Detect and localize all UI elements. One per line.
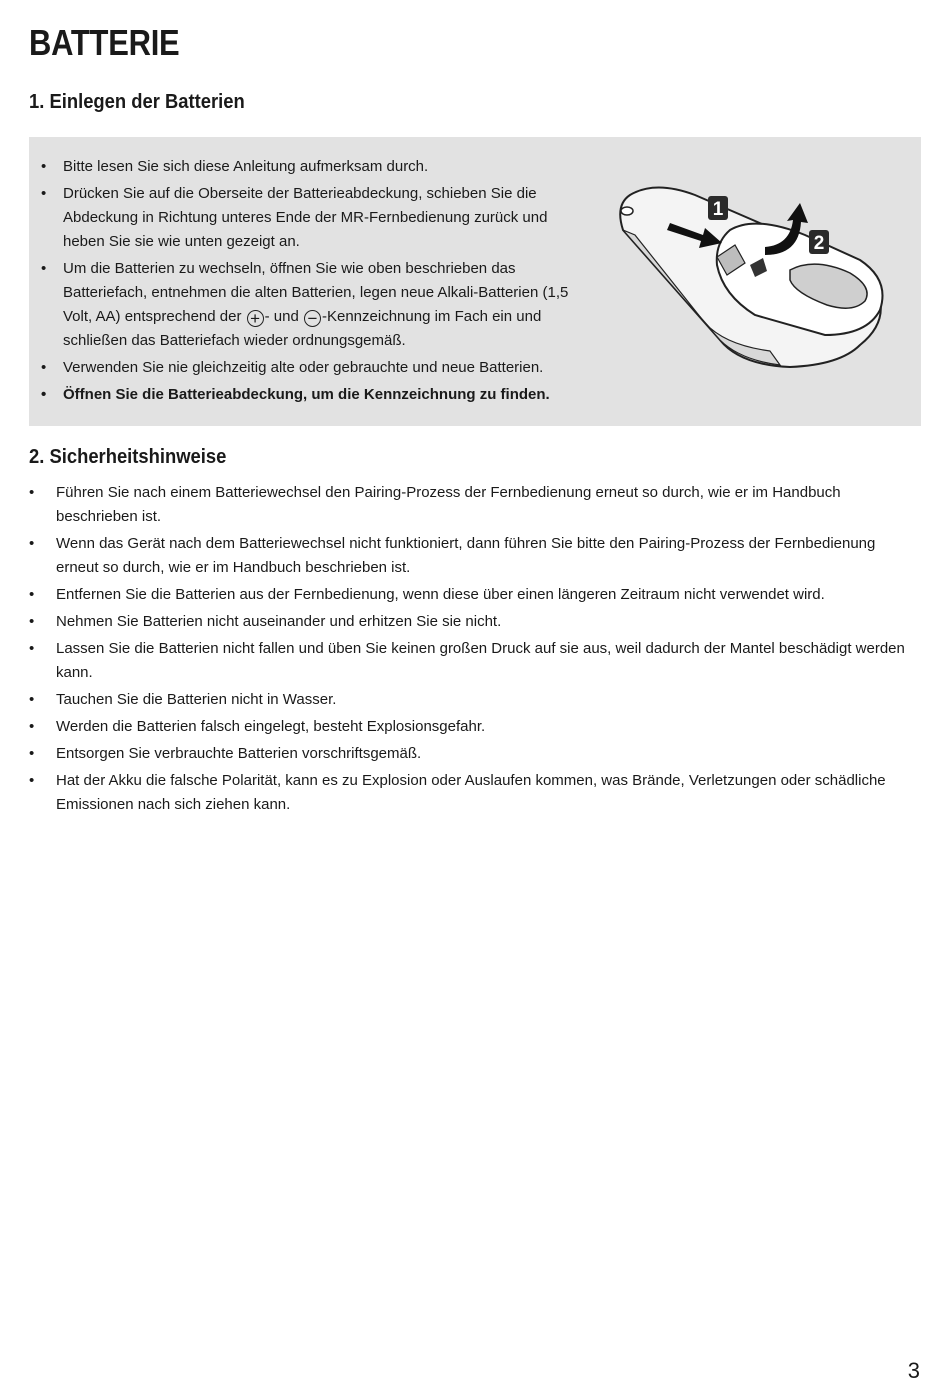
list-item: • Drücken Sie auf die Oberseite der Batterieabdeckung, schieben Sie die Abdeckung in Richtung unteres Ende der MR-Fernbedienung zurück und heben Sie sie wie unten gezeigt an. — [41, 182, 586, 254]
list-item: • Tauchen Sie die Batterien nicht in Wasser. — [29, 688, 909, 712]
safety-list — [29, 481, 909, 820]
section-heading-safety: 2. Sicherheitshinweise — [29, 446, 227, 468]
battery-instructions-list — [41, 155, 586, 410]
list-item-bold: • Öffnen Sie die Batterieabdeckung, um die Kennzeichnung zu finden. — [41, 383, 586, 407]
list-item — [41, 257, 586, 353]
list-item: • Nehmen Sie Batterien nicht auseinander und erhitzen Sie sie nicht. — [29, 610, 909, 634]
list-item: • Werden die Batterien falsch eingelegt, besteht Explosionsgefahr. — [29, 715, 909, 739]
list-item: • Wenn das Gerät nach dem Batteriewechsel nicht funktioniert, dann führen Sie bitte den Pairing-Prozess der Fernbedienung erneut so durch, wie er im Handbuch beschrieben ist. — [29, 532, 909, 580]
remote-battery-cover-illustration — [605, 175, 895, 375]
remote-button-shape — [621, 207, 633, 215]
minus-icon: − — [304, 310, 321, 327]
page-title: BATTERIE — [29, 22, 180, 63]
section-heading-battery-insertion: 1. Einlegen der Batterien — [29, 91, 245, 113]
bullet-text: - und — [264, 308, 299, 325]
bullet-text: -Kennzeichnung im Fach ein und schließen das Batteriefach wieder ordnungsgemäß. — [63, 308, 542, 349]
step1-badge-label: 1 — [712, 199, 724, 220]
step2-badge-label: 2 — [813, 233, 825, 254]
bullet-text: Um die Batterien zu wechseln, öffnen Sie wie oben beschrieben das Batteriefach, entnehmen die alten Batterien, legen neue Alkali-Batterien (1,5 Volt, AA) entsprechend der — [63, 260, 569, 325]
list-item: • Bitte lesen Sie sich diese Anleitung aufmerksam durch. — [41, 155, 586, 179]
list-item: • Entsorgen Sie verbrauchte Batterien vorschriftsgemäß. — [29, 742, 909, 766]
list-item: • Hat der Akku die falsche Polarität, kann es zu Explosion oder Auslaufen kommen, was Brände, Verletzungen oder schädliche Emissionen nach sich ziehen kann. — [29, 769, 909, 817]
page-number: 3 — [907, 1358, 920, 1383]
list-item: • Lassen Sie die Batterien nicht fallen und üben Sie keinen großen Druck auf sie aus, weil dadurch der Mantel beschädigt werden kann. — [29, 637, 909, 685]
plus-icon: + — [247, 310, 264, 327]
list-item: • Entfernen Sie die Batterien aus der Fernbedienung, wenn diese über einen längeren Zeitraum nicht verwendet wird. — [29, 583, 909, 607]
list-item: • Verwenden Sie nie gleichzeitig alte oder gebrauchte und neue Batterien. — [41, 356, 586, 380]
list-item: • Führen Sie nach einem Batteriewechsel den Pairing-Prozess der Fernbedienung erneut so durch, wie er im Handbuch beschrieben ist. — [29, 481, 909, 529]
